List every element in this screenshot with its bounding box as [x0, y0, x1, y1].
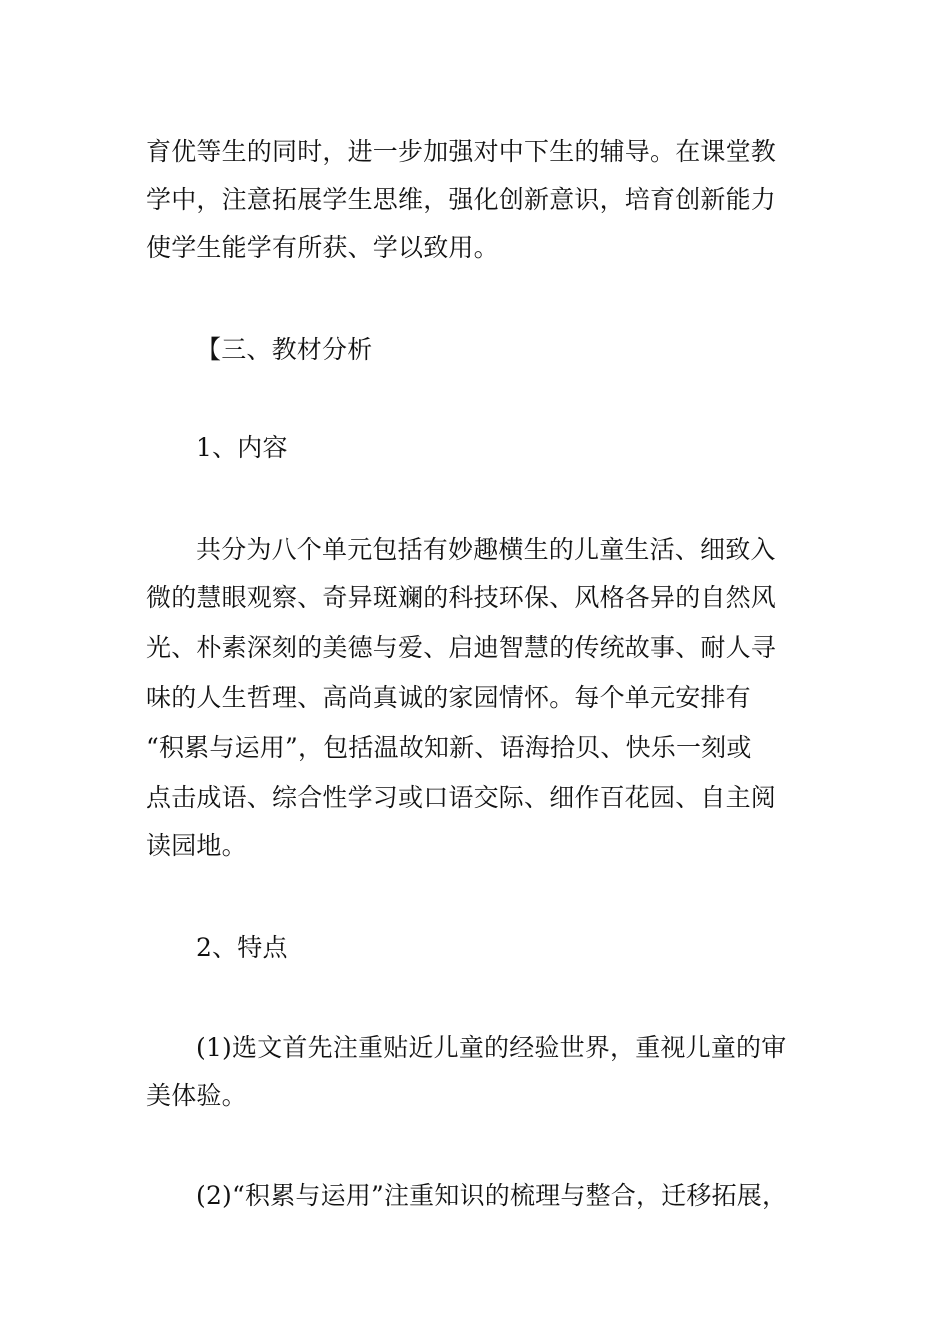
paragraph-line: 微的慧眼观察、奇异斑斓的科技环保、风格各异的自然风: [146, 583, 777, 612]
paragraph-line: 使学生能学有所获、学以致用。: [146, 233, 499, 262]
paragraph-line: 点击成语、综合性学习或口语交际、细作百花园、自主阅: [146, 783, 777, 812]
paragraph-line: 育优等生的同时，进一步加强对中下生的辅导。在课堂教: [146, 137, 777, 166]
subsection-heading: 2、特点: [196, 933, 288, 962]
paragraph-line: “积累与运用”，包括温故知新、语海拾贝、快乐一刻或: [146, 733, 752, 762]
paragraph-line: (1)选文首先注重贴近儿童的经验世界，重视儿童的审: [196, 1033, 787, 1062]
section-heading: 【三、教材分析: [196, 335, 373, 364]
paragraph-line: 学中，注意拓展学生思维，强化创新意识，培育创新能力: [146, 185, 777, 214]
paragraph-line: 共分为八个单元包括有妙趣横生的儿童生活、细致入: [196, 535, 776, 564]
paragraph-line: 味的人生哲理、高尚真诚的家园情怀。每个单元安排有: [146, 683, 751, 712]
paragraph-line: 读园地。: [146, 831, 247, 860]
paragraph-line: 光、朴素深刻的美德与爱、启迪智慧的传统故事、耐人寻: [146, 633, 777, 662]
paragraph-line: (2)“积累与运用”注重知识的梳理与整合，迁移拓展，: [196, 1181, 788, 1210]
paragraph-line: 美体验。: [146, 1081, 247, 1110]
subsection-heading: 1、内容: [196, 433, 288, 462]
